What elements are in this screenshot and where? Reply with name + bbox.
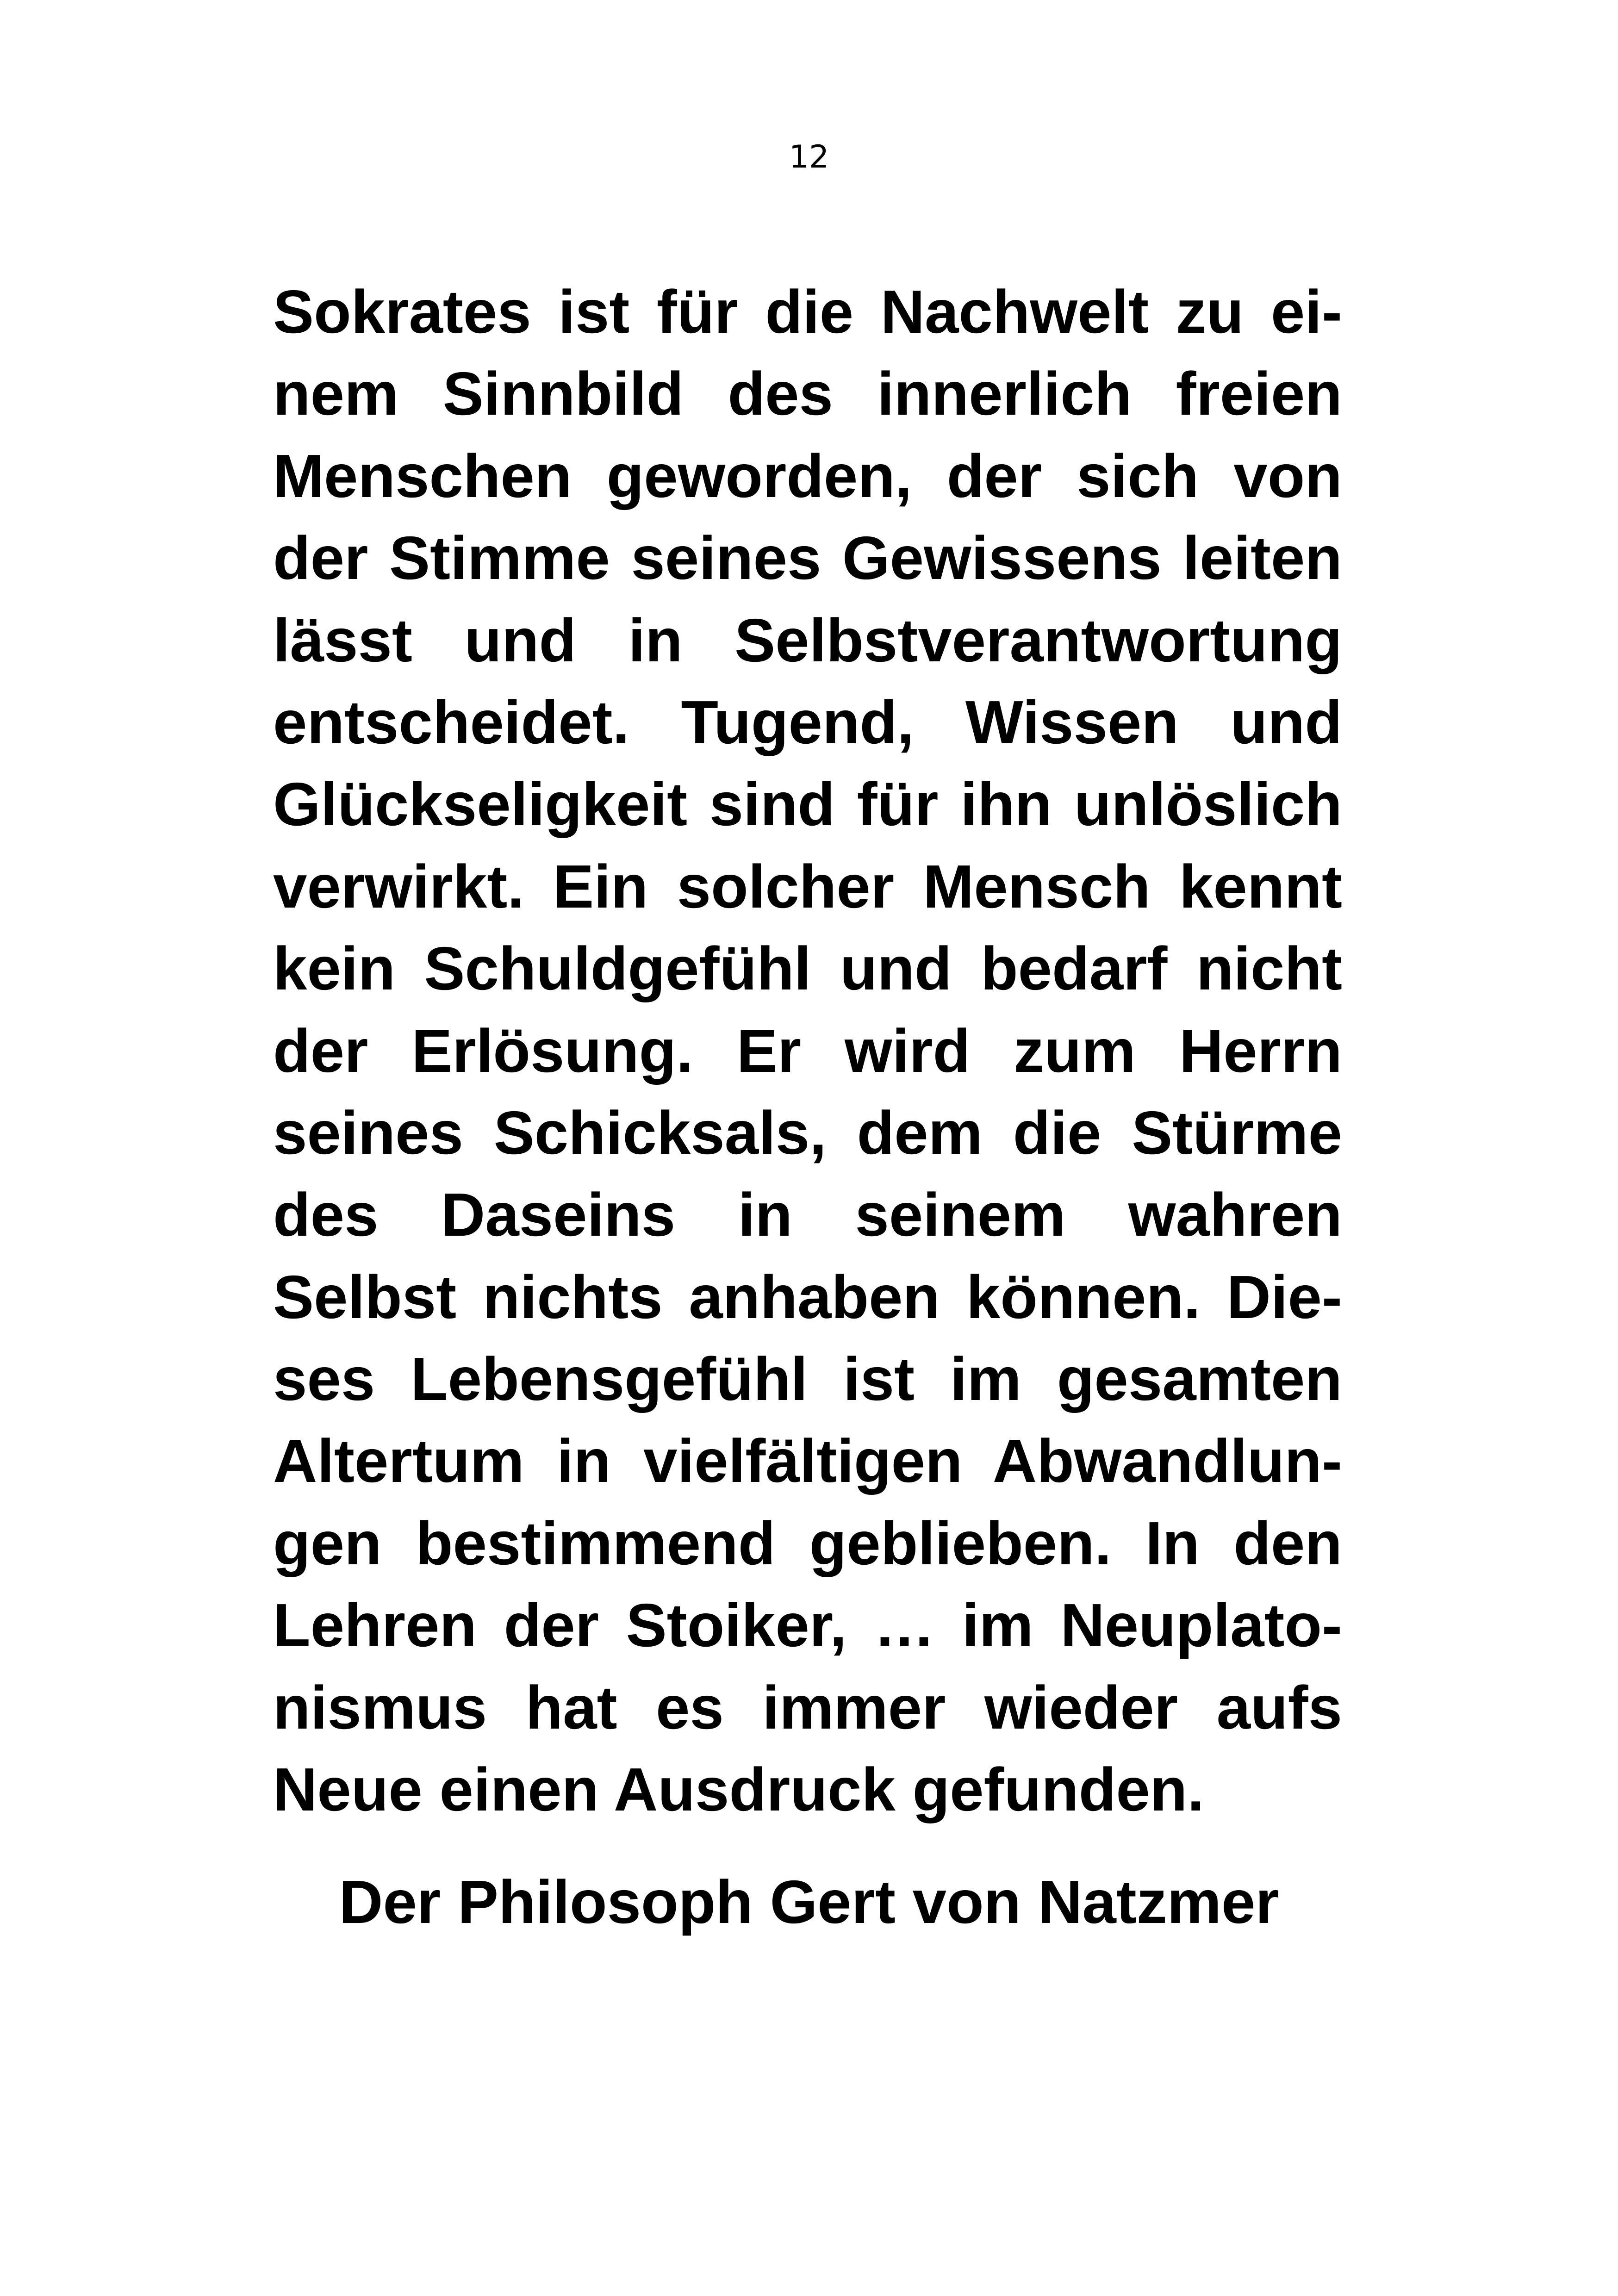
paragraph-line: Glückseligkeit sind für ihn unlöslich: [273, 770, 1342, 839]
paragraph-line: nismus hat es immer wieder aufs: [273, 1673, 1342, 1742]
page-number: 12: [789, 139, 829, 175]
paragraph-line: des Daseins in seinem wahren: [273, 1181, 1342, 1249]
paragraph-line: nem Sinnbild des innerlich freien: [273, 360, 1342, 428]
paragraph-line: Menschen geworden, der sich von: [273, 442, 1342, 510]
author-attribution: Der Philosoph Gert von Natzmer: [339, 1868, 1279, 1936]
paragraph-line: Selbst nichts anhaben können. Die-: [273, 1263, 1342, 1331]
paragraph-line: ses Lebensgefühl ist im gesamten: [273, 1345, 1342, 1413]
paragraph-line: der Stimme seines Gewissens leiten: [273, 524, 1342, 592]
paragraph-line: der Erlösung. Er wird zum Herrn: [273, 1016, 1342, 1085]
paragraph-line: verwirkt. Ein solcher Mensch kennt: [273, 852, 1342, 921]
paragraph-line: Altertum in vielfältigen Abwandlun-: [273, 1427, 1342, 1495]
paragraph-line: Lehren der Stoiker, … im Neuplato-: [273, 1591, 1342, 1660]
paragraph-line: Sokrates ist für die Nachwelt zu ei-: [273, 278, 1342, 346]
paragraph-line: lässt und in Selbstverantwortung: [273, 606, 1342, 674]
paragraph-line: kein Schuldgefühl und bedarf nicht: [273, 934, 1342, 1003]
paragraph-line: entscheidet. Tugend, Wissen und: [273, 688, 1342, 756]
body-paragraph: [273, 271, 1342, 1830]
paragraph-line: gen bestimmend geblieben. In den: [273, 1509, 1342, 1577]
paragraph-line: Neue einen Ausdruck gefunden.: [273, 1755, 1205, 1824]
paragraph-line: seines Schicksals, dem die Stürme: [273, 1098, 1342, 1167]
